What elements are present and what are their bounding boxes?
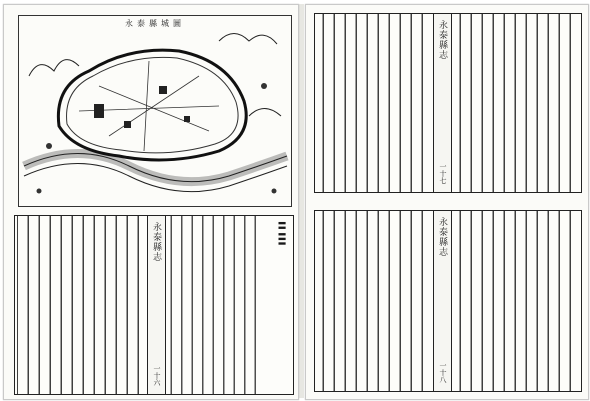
side-note: ▌▌ ▌▌▌ [278,222,285,247]
left-page [3,4,299,400]
text-columns [453,14,579,192]
band-title: 永泰縣志 [437,20,447,60]
page-number: 一十六 [153,365,161,386]
right-upper-text-panel [314,13,582,193]
right-lower-text-panel [314,210,582,392]
center-band [147,216,166,394]
text-columns [453,211,579,391]
center-band [433,14,452,192]
text-columns [317,211,431,391]
map-title: 永泰縣城圖 [125,19,185,28]
page-number: 一十七 [439,163,447,184]
right-page [305,4,589,400]
band-title: 永泰縣志 [151,222,161,262]
text-columns [317,14,431,192]
text-columns [17,216,147,394]
band-title: 永泰縣志 [437,217,447,257]
center-band [433,211,452,391]
county-map [18,15,292,207]
left-lower-text-panel [14,215,294,395]
text-columns [167,216,263,394]
map-drawing [19,16,291,206]
page-number: 一十八 [439,362,447,383]
